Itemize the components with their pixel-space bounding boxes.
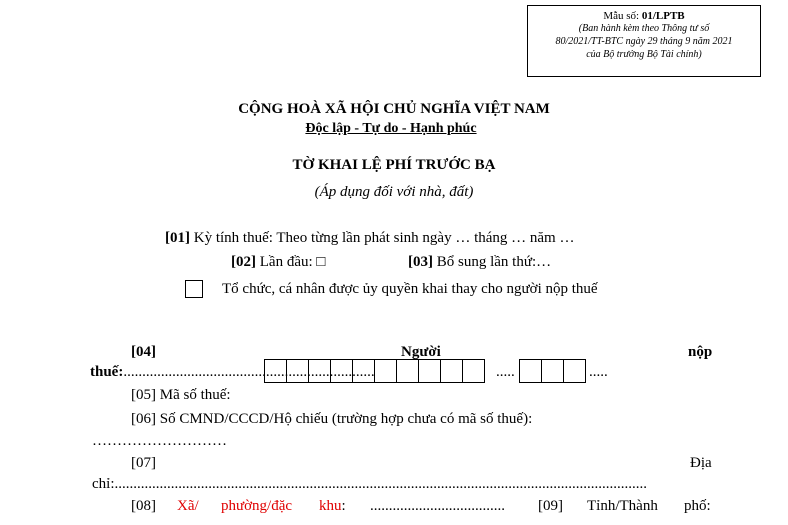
tax-id-cell[interactable] bbox=[418, 359, 441, 383]
motto-heading: Độc lập - Tự do - Hạnh phúc bbox=[305, 121, 477, 136]
address-code: [07] bbox=[131, 455, 156, 471]
ward-code: [08] bbox=[131, 498, 156, 514]
supplement-field: [03] Bổ sung lần thứ:… bbox=[408, 254, 552, 270]
address-label-word: Địa bbox=[690, 455, 712, 471]
tax-id-cell[interactable] bbox=[563, 359, 586, 383]
form-note-line: của Bộ trưởng Bộ Tài chính) bbox=[586, 49, 702, 60]
first-time-field: [02] Lần đầu: □ bbox=[231, 254, 326, 270]
tax-id-cell[interactable] bbox=[330, 359, 353, 383]
tax-id-cell[interactable] bbox=[374, 359, 397, 383]
tax-id-dots: ..... bbox=[496, 364, 515, 380]
province-label-word: Tỉnh/Thành bbox=[587, 498, 658, 514]
taxpayer-field: thuế:................................................................... bbox=[90, 364, 375, 380]
taxpayer-label-word: nộp bbox=[688, 344, 713, 360]
province-code: [09] bbox=[538, 498, 563, 514]
ward-label-word: phường/đặc bbox=[221, 498, 293, 514]
authorized-checkbox[interactable] bbox=[185, 280, 203, 298]
taxpayer-code: [04] bbox=[131, 344, 156, 360]
tax-id-dots: ..... bbox=[589, 364, 608, 380]
authorized-label: Tổ chức, cá nhân được ủy quyền khai thay cho người nộp thuế bbox=[222, 281, 598, 297]
tax-id-cell[interactable] bbox=[519, 359, 542, 383]
id-card-label: [06] Số CMND/CCCD/Hộ chiếu (trường hợp chưa có mã số thuế): bbox=[131, 411, 533, 427]
form-number-box bbox=[527, 5, 761, 77]
tax-id-label: [05] Mã số thuế: bbox=[131, 387, 231, 403]
tax-id-cell[interactable] bbox=[440, 359, 463, 383]
tax-id-cell[interactable] bbox=[396, 359, 419, 383]
id-card-dots: ……………………… bbox=[92, 433, 227, 449]
tax-id-cell[interactable] bbox=[541, 359, 564, 383]
form-note-line: 80/2021/TT-BTC ngày 29 tháng 9 năm 2021 bbox=[555, 36, 733, 47]
tax-id-cells-main[interactable] bbox=[264, 359, 485, 383]
ward-label-end: khu: bbox=[319, 498, 346, 514]
tax-id-cell[interactable] bbox=[286, 359, 309, 383]
tax-id-cell[interactable] bbox=[264, 359, 287, 383]
tax-id-cell[interactable] bbox=[308, 359, 331, 383]
address-field: chỉ:.............................................................................................................................................. bbox=[92, 476, 647, 492]
tax-period-line: [01] Kỳ tính thuế: Theo từng lần phát sinh ngày … tháng … năm … bbox=[165, 230, 575, 246]
document-title: TỜ KHAI LỆ PHÍ TRƯỚC BẠ bbox=[292, 157, 496, 173]
province-label-word: phố: bbox=[684, 498, 711, 514]
form-code: Mẫu số: 01/LPTB bbox=[603, 10, 685, 22]
tax-id-cells-branch[interactable] bbox=[519, 359, 586, 383]
tax-id-cell[interactable] bbox=[352, 359, 375, 383]
country-heading: CỘNG HOÀ XÃ HỘI CHỦ NGHĨA VIỆT NAM bbox=[238, 101, 550, 117]
ward-dots: .................................... bbox=[370, 498, 505, 514]
tax-id-cell[interactable] bbox=[462, 359, 485, 383]
document-subtitle: (Áp dụng đối với nhà, đất) bbox=[314, 184, 474, 200]
taxpayer-label-word: Người bbox=[401, 344, 441, 360]
ward-label-word: Xã/ bbox=[177, 498, 199, 514]
form-note-line: (Ban hành kèm theo Thông tư số bbox=[578, 23, 710, 34]
